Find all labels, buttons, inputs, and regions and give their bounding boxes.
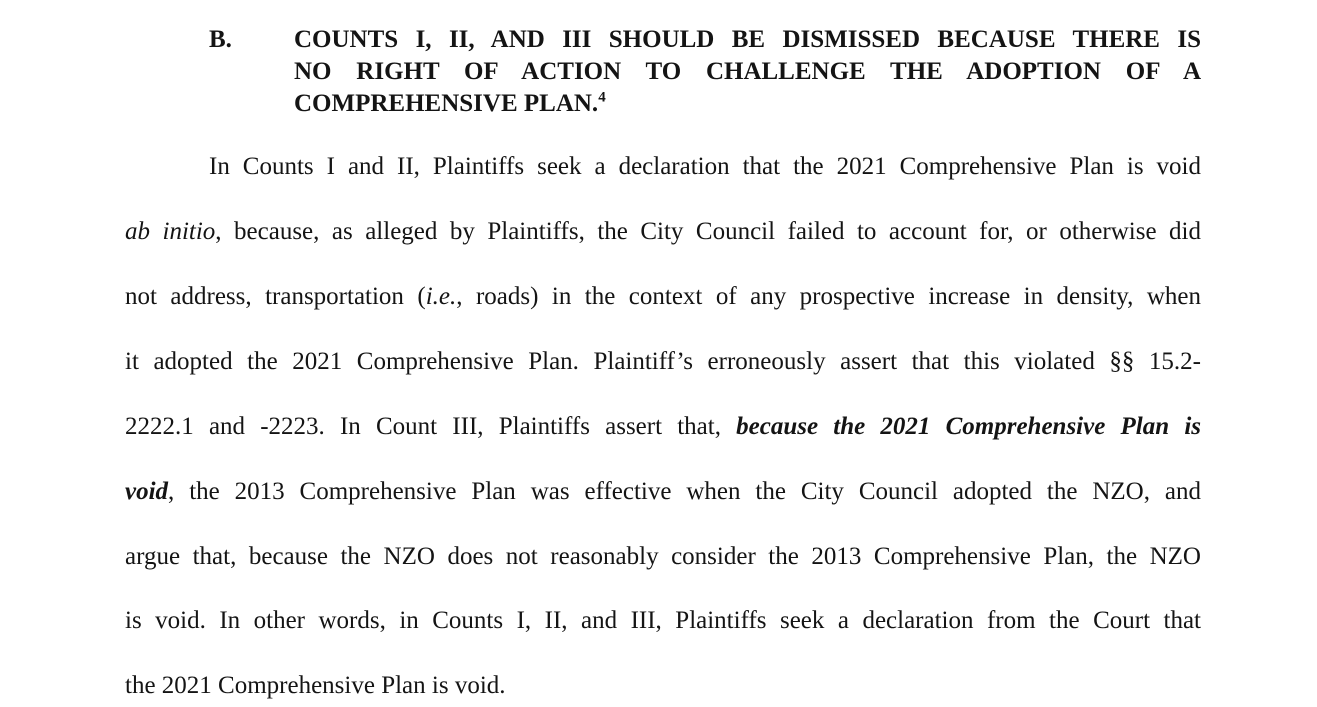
section-letter: B. [209,26,232,53]
paragraph-text: , the 2013 Comprehensive Plan was effective when the City Council adopted the NZO, and [168,478,1201,505]
paragraph-text: argue that, because the NZO does not reasonably consider the 2013 Comprehensive Plan, the NZO [125,543,1201,570]
italic-text: i.e. [425,283,457,310]
italic-text: ab initio [125,218,216,245]
paragraph-line [125,410,1201,444]
paragraph-line [209,150,1201,184]
paragraph-line [125,345,1201,379]
paragraph-text: 2222.1 and -2223. In Count III, Plaintiffs assert that, [125,413,737,440]
emphasis-text: because the 2021 Comprehensive Plan is [736,413,1201,440]
paragraph-text: is void. In other words, in Counts I, II, and III, Plaintiffs seek a declaration from the Court that [125,607,1201,634]
footnote-reference[interactable]: 4 [598,89,606,106]
paragraph-line [125,604,1201,638]
section-title [294,24,1201,120]
paragraph-line [125,280,1201,314]
section-title-line-last [294,88,1201,120]
paragraph-line [125,540,1201,574]
section-title-line: NO RIGHT OF ACTION TO CHALLENGE THE ADOPTION OF A [294,58,1201,85]
paragraph-text: it adopted the 2021 Comprehensive Plan. Plaintiff’s erroneously assert that this violated §§ 15.2- [125,348,1201,375]
paragraph-text: In Counts I and II, Plaintiffs seek a declaration that the 2021 Comprehensive Plan is void [209,153,1201,180]
paragraph-text: , roads) in the context of any prospective increase in density, when [456,283,1202,310]
section-title-line: COUNTS I, II, AND III SHOULD BE DISMISSED BECAUSE THERE IS [294,26,1201,53]
paragraph-text: not address, transportation ( [125,283,426,310]
paragraph-line-last [125,669,1201,703]
emphasis-text: void [125,478,169,505]
section-title-line-text: COMPREHENSIVE PLAN. [294,90,599,117]
paragraph-line [125,215,1201,249]
paragraph-line [125,475,1201,509]
paragraph-text: , because, as alleged by Plaintiffs, the City Council failed to account for, or otherwise did [215,218,1201,245]
paragraph-text: the 2021 Comprehensive Plan is void. [125,672,506,699]
